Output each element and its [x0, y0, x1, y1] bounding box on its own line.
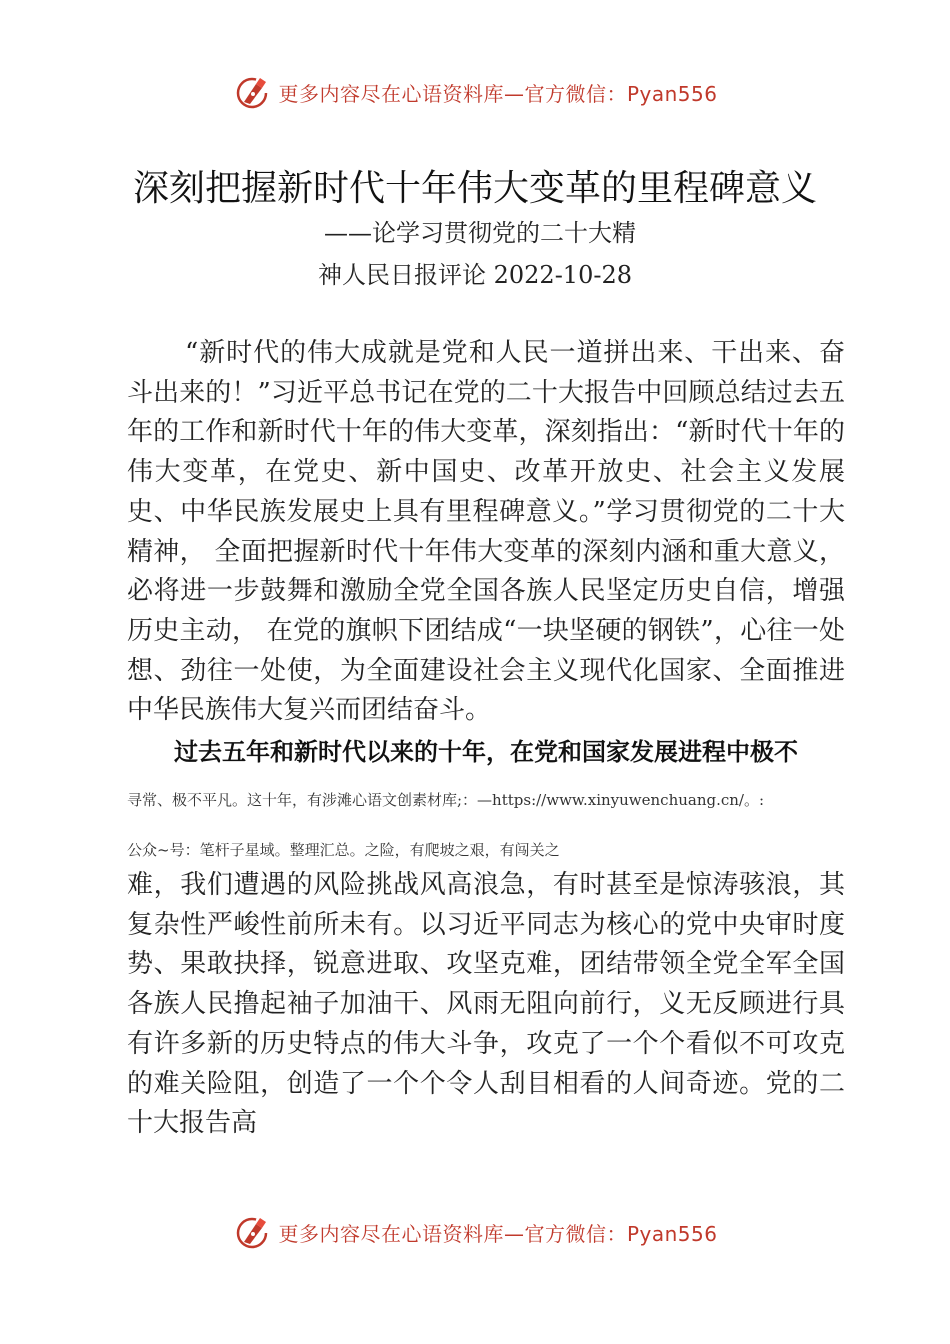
article-title: 深刻把握新时代十年伟大变革的里程碑意义 — [132, 168, 817, 209]
header-banner-text: 更多内容尽在心语资料库—官方微信：Pyan556 — [278, 81, 718, 106]
footer-banner — [0, 1210, 950, 1254]
footer-banner-text: 更多内容尽在心语资料库—官方微信：Pyan556 — [278, 1221, 718, 1246]
inserted-account-line: 公众~号：笔杆子星域。整理汇总。之险，有爬坡之艰，有闯关之 — [127, 841, 560, 859]
pen-nib-logo-icon — [232, 72, 272, 112]
body-paragraph-1: “新时代的伟大成就是党和人民一道拼出来、干出来、奋斗出来的！”习近平总书记在党的二十大报告中回顾总结过去五年的工作和新时代十年的伟大变革，深刻指出：“新时代十年的伟大变革，在党史、新中国史、改革开放史、社会主义发展史、中华民族发展史上具有里程碑意义。”学习贯彻党的二十大精神， 全面把握新时代十年伟大变革的深刻内涵和重大意义，必将进一步鼓舞和激励全党全国各族人民坚定历史自信，增强历史主动， 在党的旗帜下团结成“一块坚硬的钢铁”，心往一处想、劲往一处使，为全面建设社会主义现代化国家、全面推进中华民族伟大复兴而团结奋斗。 — [127, 338, 845, 726]
body-paragraph-2: 难，我们遭遇的风险挑战风高浪急，有时甚至是惊涛骇浪，其复杂性严峻性前所未有。以习近平同志为核心的党中央审时度势、果敢抉择，锐意进取、攻坚克难，团结带领全党全军全国各族人民撸起袖子加油干、风雨无阻向前行，义无反顾进行具有许多新的历史特点的伟大斗争，攻克了一个个看似不可攻克的难关险阻，创造了一个个令人刮目相看的人间奇迹。党的二十大报告高 — [127, 870, 845, 1139]
section-heading: 过去五年和新时代以来的十年，在党和国家发展进程中极不 — [174, 738, 798, 766]
inserted-source-line: 寻常、极不平凡。这十年，有涉滩心语文创素材库;：—https://www.xinyuwenchuang.cn/。: — [127, 791, 765, 809]
header-banner — [0, 70, 950, 114]
article-subtitle: ——论学习贯彻党的二十大精 — [324, 219, 636, 247]
article-byline: 神人民日报评论 2022-10-28 — [317, 261, 632, 289]
pen-nib-logo-icon — [232, 1212, 272, 1252]
